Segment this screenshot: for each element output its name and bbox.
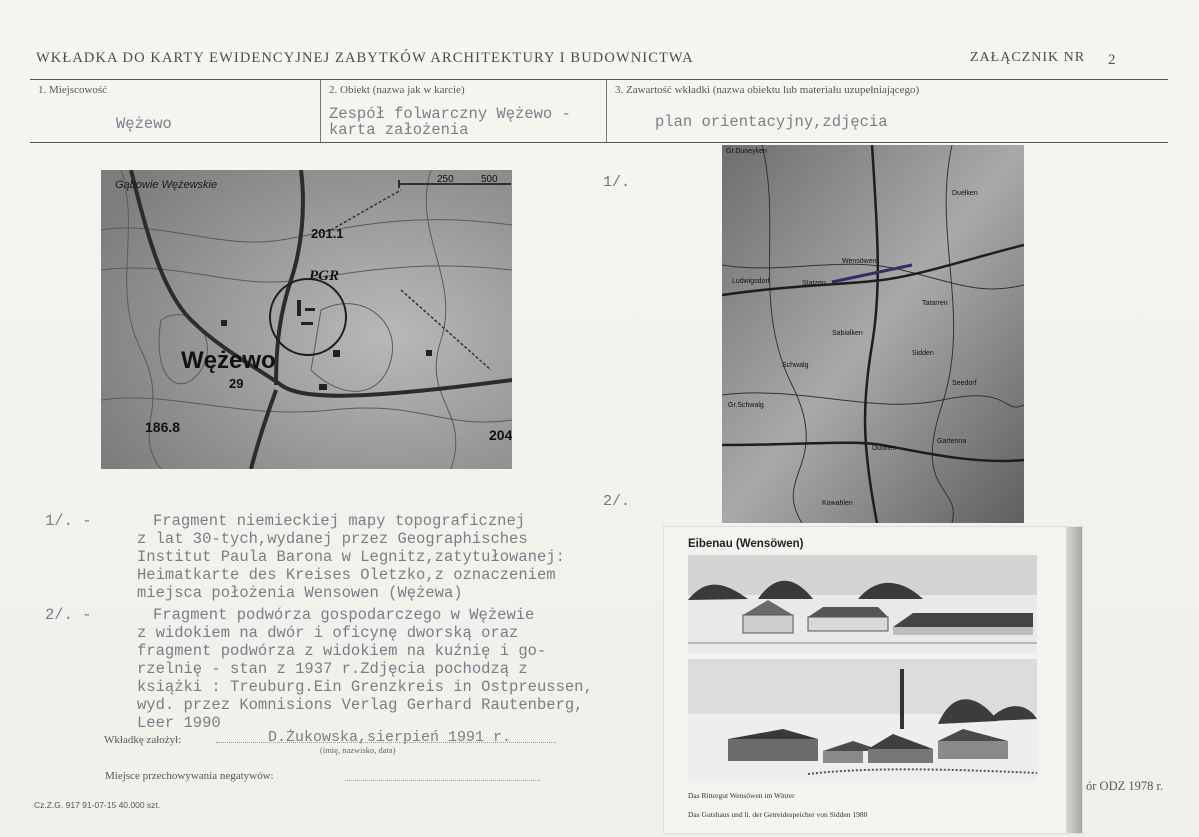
manor-winter-photo (688, 555, 1037, 653)
map2-label: Statzen (802, 280, 826, 287)
fields-grid (30, 79, 1168, 143)
map2-label: Wensöwen (842, 258, 877, 265)
founded-caption: (imię, nazwisko, data) (320, 745, 396, 755)
granary-photo (688, 659, 1037, 781)
map2-label: Sabialken (832, 330, 863, 337)
map2-label: Dudnen (872, 445, 897, 452)
town-label: Wężewo (181, 347, 276, 374)
note-line: Leer 1990 (137, 714, 221, 732)
note-line: z lat 30-tych,wydanej przez Geographisches (137, 530, 528, 548)
book-title: Eibenau (Wensöwen) (688, 538, 804, 550)
annex-label: ZAŁĄCZNIK NR (970, 50, 1086, 65)
granary-graphic (688, 659, 1037, 781)
note-1 (45, 512, 645, 602)
object-cell (320, 80, 607, 142)
note-number: 1/. - (45, 512, 92, 530)
map2-label: Schwalg (782, 362, 809, 369)
print-info: Cz.Z.G. 917 91-07-15 40.000 szt. (34, 800, 161, 810)
map2-label: Gartenna (937, 438, 967, 445)
scale-label-b: 500 (481, 174, 498, 185)
map2-label: Seedorf (952, 380, 977, 387)
content-label: 3. Zawartość wkładki (nazwa obiektu lub materiału uzupełniającego) (615, 84, 920, 96)
object-value: Zespół folwarczny Wężewo - karta założenia (329, 105, 571, 139)
map2-label: Duelken (952, 190, 978, 197)
odz-label: ór ODZ 1978 r. (1086, 779, 1164, 793)
annex-number: 2 (1108, 52, 1116, 68)
town-number: 29 (229, 376, 244, 391)
note-line: książki : Treuburg.Ein Grenzkreis in Ostpreussen, (137, 678, 593, 696)
elevation-label-3: 204 (489, 427, 512, 443)
locality-value: Wężewo (116, 115, 172, 133)
negatives-label: Miejsce przechowywania negatywów: (105, 770, 274, 782)
note-line: fragment podwórza z widokiem na kuźnię i go- (137, 642, 547, 660)
map2-label: Gr.Duneyken (726, 148, 767, 155)
book-page-photo (664, 527, 1082, 833)
map2-label: Tatarren (922, 300, 948, 307)
note-line: Heimatkarte des Kreises Oletzko,z oznaczeniem (137, 566, 556, 584)
object-label: 2. Obiekt (nazwa jak w karcie) (329, 84, 465, 96)
note-2 (45, 606, 645, 732)
note-line: z widokiem na dwór i oficynę dworską oraz (137, 624, 519, 642)
locality-cell (30, 80, 320, 142)
note-line: Fragment podwórza gospodarczego w Wężewie (153, 606, 535, 624)
regional-map-graphic (722, 145, 1024, 523)
elevation-label-1: 201.1 (311, 226, 344, 241)
elevation-label-2: 186.8 (145, 419, 181, 435)
note-number: 2/. - (45, 606, 92, 624)
founded-value: D.Żukowska,sierpień 1991 r. (268, 729, 512, 746)
map2-label: Sidden (912, 350, 934, 357)
note-line: miejsca położenia Wensowen (Wężewa) (137, 584, 463, 602)
map2-label: Gr.Schwalg (728, 402, 764, 409)
document-title: WKŁADKA DO KARTY EWIDENCYJNEJ ZABYTKÓW ARCHITEKTURY I BUDOWNICTWA (36, 50, 694, 66)
regional-map-photo (722, 145, 1024, 523)
note-line: Fragment niemieckiej mapy topograficznej (153, 512, 526, 530)
pgr-label: PGR (309, 268, 339, 284)
ref-label-2: 2/. (603, 493, 631, 510)
notes-block (45, 512, 645, 736)
note-line: Institut Paula Barona w Legnitz,zatytułowanej: (137, 548, 565, 566)
ref-label-1: 1/. (603, 174, 631, 191)
founded-label: Wkładkę założył: (104, 734, 182, 746)
manor-winter-graphic (688, 555, 1037, 653)
map2-label: Ludwigsdorf (732, 278, 770, 285)
book-caption-1: Das Rittergut Wensöwen im Winter (688, 791, 795, 800)
note-line: rzelnię - stan z 1937 r.Zdjęcia pochodzą z (137, 660, 528, 678)
negatives-line (345, 780, 540, 781)
scale-label-a: 250 (437, 174, 454, 185)
book-edge (1066, 527, 1082, 833)
topographic-map-photo (101, 170, 512, 469)
locality-label: 1. Miejscowość (38, 84, 108, 96)
map-handwritten-label: Gąbowie Wężewskie (115, 179, 218, 191)
note-line: wyd. przez Komnisions Verlag Gerhard Rautenberg, (137, 696, 584, 714)
topographic-map-graphic (101, 170, 512, 469)
map2-label: Kowahlen (822, 500, 853, 507)
content-value: plan orientacyjny,zdjęcia (655, 113, 888, 131)
book-caption-2: Das Gutshaus und li. der Getreidespeicher von Sidden 1980 (688, 810, 868, 819)
content-cell (606, 80, 1169, 142)
